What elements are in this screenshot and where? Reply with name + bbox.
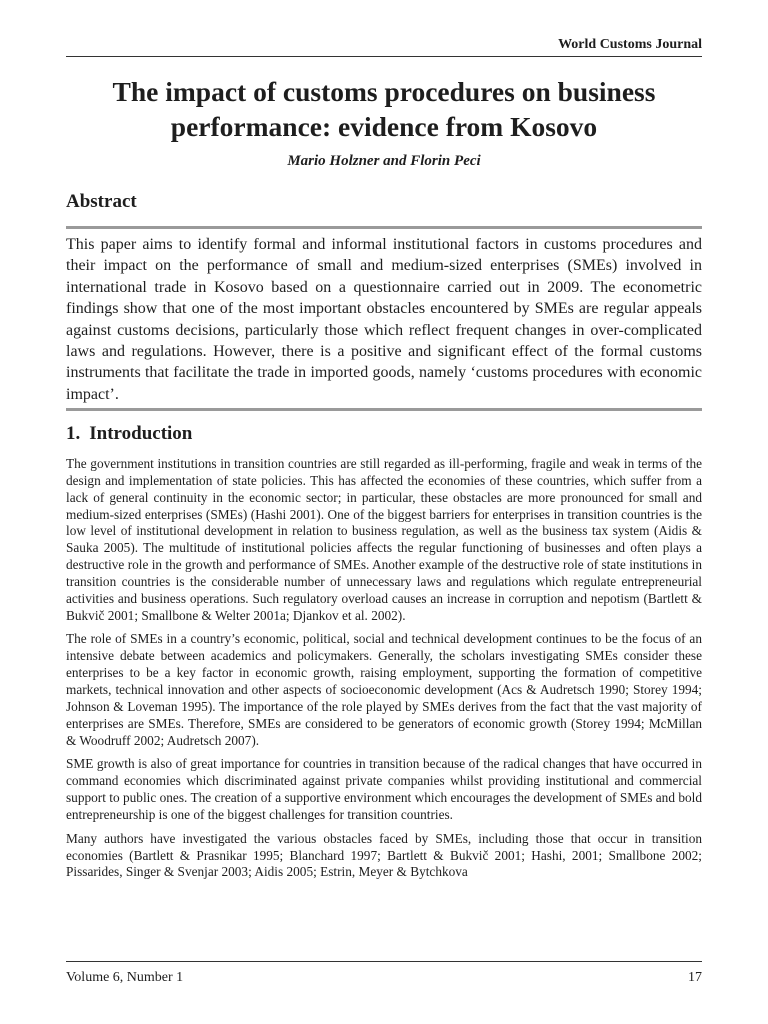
- footer-rule: [66, 961, 702, 962]
- section-title: Introduction: [89, 423, 193, 444]
- page-number: 17: [688, 970, 702, 985]
- section-heading: [66, 423, 192, 445]
- abstract-rule-bottom: [66, 408, 702, 411]
- paragraph: SME growth is also of great importance for countries in transition because of the radical changes that have occurred in command economies which discriminated against private companies whilst providing institutional and commercial support to public ones. The creation of a supportive environment which encourages the development of SMEs and bold entrepreneurship is one of the biggest challenges for transition countries.: [66, 756, 702, 822]
- paragraph: Many authors have investigated the various obstacles faced by SMEs, including those that occur in transition economies (Bartlett & Prasnikar 1995; Blanchard 1997; Bartlett & Bukvič 2001; Hashi, 2001; Smallbone 2002; Pissarides, Singer & Svenjar 2003; Aidis 2005; Estrin, Meyer & Bytchkova: [66, 830, 702, 880]
- abstract-text: This paper aims to identify formal and informal institutional factors in customs procedures and their impact on the performance of small and medium-sized enterprises (SMEs) involved in international trade in Kosovo based on a questionnaire carried out in 2009. The econometric findings show that one of the most important obstacles encountered by SMEs are regular appeals against customs decisions, particularly those which reflect frequent changes in over-complicated laws and regulations. However, there is a positive and significant effect of the formal customs instruments that facilitate the trade in imported goods, namely ‘customs procedures with economic impact’.: [66, 236, 702, 403]
- page: [66, 0, 702, 1024]
- article-title: The impact of customs procedures on business performance: evidence from Kosovo: [112, 76, 656, 142]
- journal-name: World Customs Journal: [558, 37, 702, 52]
- paragraph: The government institutions in transition countries are still regarded as ill-performing, fragile and weak in terms of the design and implementation of state policies. This has affected the economies of these countries, which suffer from a lack of general continuity in the economic sector; in particular, these obstacles are more pronounced for small and medium-sized enterprises (SMEs) (Hashi 2001). One of the biggest barriers for enterprises in transition countries is the low level of institutional development in relation to business regulation, as well as the business tax system (Aidis & Sauka 2005). The multitude of institutional policies affects the regular functioning of businesses and often plays a destructive role in the growth and performance of SMEs. Another example of the destructive role of state institutions in transition countries is the considerable number of unnecessary laws and regulations which regulate entrepreneurial activities and business operations. Such regulatory overload causes an increase in corruption and nepotism (Bartlett & Bukvič 2001; Smallbone & Welter 2001a; Djankov et al. 2002).: [66, 456, 702, 623]
- section-number: 1.: [66, 423, 81, 444]
- abstract-rule-top: [66, 226, 702, 229]
- authors: Mario Holzner and Florin Peci: [287, 153, 481, 169]
- header-rule: [66, 56, 702, 57]
- abstract-heading: Abstract: [66, 191, 137, 212]
- paragraph: The role of SMEs in a country’s economic, political, social and technical development continues to be the focus of an intensive debate between academics and policymakers. Generally, the scholars investigating SMEs consider these enterprises to be a key factor in economic growth, raising employment, supporting the formation of competitive markets, technical innovation and other aspects of socioeconomic development (Acs & Audretsch 1990; Storey 1994; Johnson & Loveman 1995). The importance of the role played by SMEs derives from the fact that the vast majority of enterprises are SMEs. Therefore, SMEs are considered to be generators of economic growth (Storey 1994; McMillan & Woodruff 2002; Audretsch 2007).: [66, 631, 702, 748]
- volume-label: Volume 6, Number 1: [66, 970, 184, 985]
- body-text: [66, 456, 702, 881]
